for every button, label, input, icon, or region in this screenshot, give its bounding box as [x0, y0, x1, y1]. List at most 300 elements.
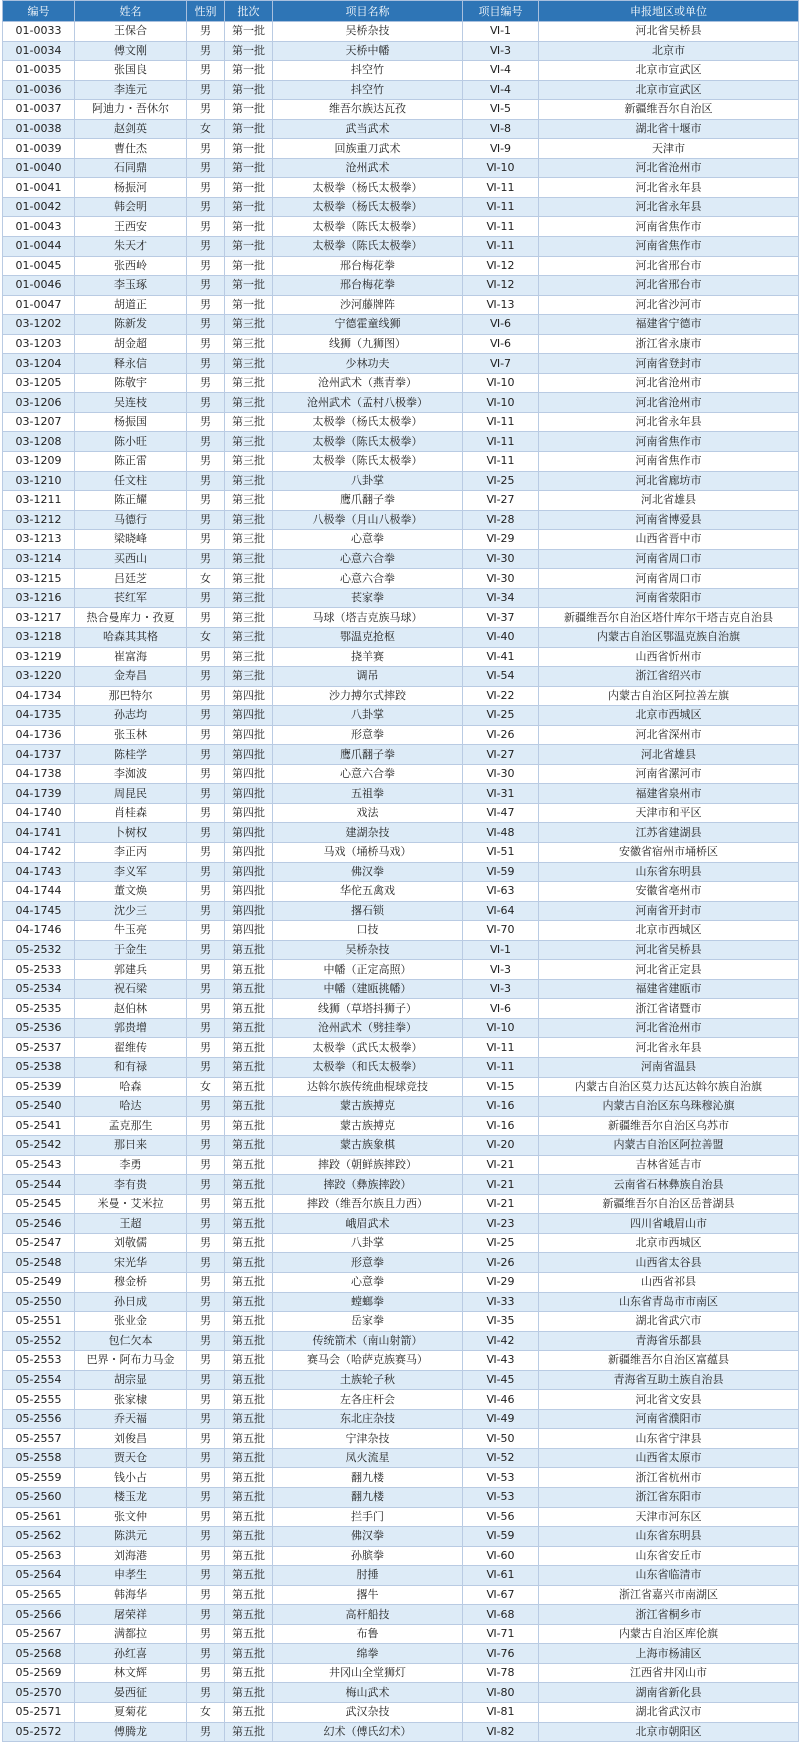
cell-project-name: 佛汉拳 [273, 1527, 463, 1547]
table-row [3, 999, 799, 1019]
cell-gender: 男 [187, 256, 225, 276]
cell-project-code: Ⅵ-63 [463, 882, 539, 902]
cell-gender: 男 [187, 158, 225, 178]
cell-id: 04-1741 [3, 823, 75, 843]
cell-region: 河北省沧州市 [539, 1018, 799, 1038]
cell-region: 山西省晋中市 [539, 530, 799, 550]
cell-gender: 男 [187, 432, 225, 452]
cell-id: 01-0042 [3, 197, 75, 217]
cell-region: 内蒙古自治区阿拉善盟 [539, 1136, 799, 1156]
cell-region: 河南省漯河市 [539, 764, 799, 784]
cell-project-code: Ⅵ-41 [463, 647, 539, 667]
cell-batch: 第五批 [225, 1370, 273, 1390]
cell-project-code: Ⅵ-59 [463, 1527, 539, 1547]
table-row [3, 647, 799, 667]
cell-region: 河北省永年县 [539, 1038, 799, 1058]
cell-gender: 男 [187, 862, 225, 882]
cell-name: 吕廷芝 [75, 569, 187, 589]
table-row [3, 1155, 799, 1175]
table-row [3, 1722, 799, 1742]
cell-region: 北京市西城区 [539, 1233, 799, 1253]
cell-project-name: 传统箭术（南山射箭） [273, 1331, 463, 1351]
cell-project-code: Ⅵ-11 [463, 178, 539, 198]
cell-id: 03-1219 [3, 647, 75, 667]
cell-id: 04-1734 [3, 686, 75, 706]
table-row [3, 1409, 799, 1429]
cell-id: 01-0044 [3, 237, 75, 257]
cell-project-code: Ⅵ-7 [463, 354, 539, 374]
cell-batch: 第四批 [225, 764, 273, 784]
cell-project-code: Ⅵ-6 [463, 315, 539, 335]
cell-name: 张业金 [75, 1312, 187, 1332]
cell-project-name: 宁德霍童线狮 [273, 315, 463, 335]
cell-batch: 第五批 [225, 1116, 273, 1136]
cell-batch: 第五批 [225, 1214, 273, 1234]
cell-id: 01-0036 [3, 80, 75, 100]
cell-id: 04-1742 [3, 842, 75, 862]
cell-name: 赵伯林 [75, 999, 187, 1019]
cell-batch: 第三批 [225, 432, 273, 452]
cell-project-name: 摔跤（维吾尔族且力西） [273, 1194, 463, 1214]
cell-name: 张文仲 [75, 1507, 187, 1527]
cell-gender: 男 [187, 80, 225, 100]
cell-id: 01-0045 [3, 256, 75, 276]
cell-region: 新疆维吾尔自治区岳普湖县 [539, 1194, 799, 1214]
cell-gender: 男 [187, 1214, 225, 1234]
table-row [3, 256, 799, 276]
cell-batch: 第五批 [225, 940, 273, 960]
cell-project-name: 岳家拳 [273, 1312, 463, 1332]
cell-name: 李有贵 [75, 1175, 187, 1195]
cell-project-name: 戏法 [273, 803, 463, 823]
cell-region: 新疆维吾尔自治区富蕴县 [539, 1351, 799, 1371]
cell-project-code: Ⅵ-20 [463, 1136, 539, 1156]
cell-region: 河南省周口市 [539, 569, 799, 589]
cell-id: 03-1218 [3, 627, 75, 647]
cell-project-code: Ⅵ-80 [463, 1683, 539, 1703]
table-row [3, 1057, 799, 1077]
cell-project-name: 五祖拳 [273, 784, 463, 804]
cell-project-name: 沧州武术（孟村八极拳） [273, 393, 463, 413]
cell-name: 傅文刚 [75, 41, 187, 61]
cell-name: 李连元 [75, 80, 187, 100]
cell-batch: 第四批 [225, 745, 273, 765]
table-row [3, 1683, 799, 1703]
cell-project-name: 撂石锁 [273, 901, 463, 921]
cell-region: 山东省东明县 [539, 862, 799, 882]
cell-id: 05-2554 [3, 1370, 75, 1390]
cell-project-name: 蒙古族搏克 [273, 1097, 463, 1117]
cell-gender: 男 [187, 686, 225, 706]
cell-project-code: Ⅵ-70 [463, 921, 539, 941]
cell-region: 河北省雄县 [539, 745, 799, 765]
cell-name: 屠荣祥 [75, 1605, 187, 1625]
table-row [3, 41, 799, 61]
cell-gender: 男 [187, 1409, 225, 1429]
cell-batch: 第五批 [225, 960, 273, 980]
cell-batch: 第五批 [225, 1136, 273, 1156]
cell-project-code: Ⅵ-27 [463, 745, 539, 765]
cell-project-code: Ⅵ-11 [463, 452, 539, 472]
table-row [3, 197, 799, 217]
cell-gender: 男 [187, 1273, 225, 1293]
cell-name: 李洳波 [75, 764, 187, 784]
cell-project-name: 八卦掌 [273, 471, 463, 491]
cell-name: 林文辉 [75, 1663, 187, 1683]
cell-name: 陈正雷 [75, 452, 187, 472]
cell-gender: 男 [187, 61, 225, 81]
cell-batch: 第四批 [225, 921, 273, 941]
cell-project-name: 宁津杂技 [273, 1429, 463, 1449]
cell-region: 河北省吴桥县 [539, 22, 799, 42]
cell-project-name: 绵拳 [273, 1644, 463, 1664]
table-row [3, 1429, 799, 1449]
cell-batch: 第四批 [225, 784, 273, 804]
cell-project-name: 武汉杂技 [273, 1703, 463, 1723]
cell-id: 01-0034 [3, 41, 75, 61]
table-row [3, 960, 799, 980]
cell-project-code: Ⅵ-10 [463, 393, 539, 413]
cell-gender: 男 [187, 1507, 225, 1527]
cell-batch: 第五批 [225, 1155, 273, 1175]
cell-gender: 男 [187, 295, 225, 315]
cell-id: 01-0040 [3, 158, 75, 178]
cell-id: 05-2535 [3, 999, 75, 1019]
cell-gender: 男 [187, 139, 225, 159]
cell-project-name: 东北庄杂技 [273, 1409, 463, 1429]
cell-gender: 男 [187, 197, 225, 217]
cell-gender: 男 [187, 1057, 225, 1077]
table-row [3, 1214, 799, 1234]
cell-region: 安徽省宿州市埇桥区 [539, 842, 799, 862]
cell-name: 孙日成 [75, 1292, 187, 1312]
cell-batch: 第三批 [225, 412, 273, 432]
table-row [3, 471, 799, 491]
cell-gender: 男 [187, 549, 225, 569]
cell-region: 福建省宁德市 [539, 315, 799, 335]
cell-id: 05-2567 [3, 1624, 75, 1644]
table-row [3, 901, 799, 921]
cell-project-code: Ⅵ-11 [463, 217, 539, 237]
cell-batch: 第三批 [225, 569, 273, 589]
cell-name: 胡金超 [75, 334, 187, 354]
cell-project-name: 心意六合拳 [273, 764, 463, 784]
cell-gender: 男 [187, 608, 225, 628]
table-row [3, 373, 799, 393]
cell-project-name: 线狮（九狮图） [273, 334, 463, 354]
cell-region: 河北省邢台市 [539, 256, 799, 276]
cell-project-code: Ⅵ-3 [463, 979, 539, 999]
cell-batch: 第五批 [225, 1429, 273, 1449]
cell-region: 河北省深州市 [539, 725, 799, 745]
cell-region: 新疆维吾尔自治区 [539, 100, 799, 120]
cell-name: 任文柱 [75, 471, 187, 491]
cell-batch: 第一批 [225, 139, 273, 159]
cell-project-name: 太极拳（杨氏太极拳） [273, 412, 463, 432]
cell-region: 内蒙古自治区东乌珠穆沁旗 [539, 1097, 799, 1117]
cell-batch: 第三批 [225, 608, 273, 628]
cell-gender: 男 [187, 1097, 225, 1117]
table-row [3, 1448, 799, 1468]
cell-project-code: Ⅵ-68 [463, 1605, 539, 1625]
cell-name: 乔天福 [75, 1409, 187, 1429]
table-row [3, 1018, 799, 1038]
cell-batch: 第五批 [225, 1018, 273, 1038]
cell-name: 陈小旺 [75, 432, 187, 452]
table-row [3, 22, 799, 42]
cell-region: 河北省文安县 [539, 1390, 799, 1410]
cell-region: 河北省沧州市 [539, 158, 799, 178]
header-region: 申报地区或单位 [539, 1, 799, 22]
table-row [3, 627, 799, 647]
cell-project-name: 太极拳（和氏太极拳） [273, 1057, 463, 1077]
table-row [3, 764, 799, 784]
cell-project-code: Ⅵ-16 [463, 1116, 539, 1136]
cell-region: 河北省雄县 [539, 491, 799, 511]
cell-batch: 第三批 [225, 588, 273, 608]
cell-region: 新疆维吾尔自治区塔什库尔干塔吉克自治县 [539, 608, 799, 628]
cell-batch: 第五批 [225, 1663, 273, 1683]
cell-batch: 第一批 [225, 61, 273, 81]
cell-gender: 男 [187, 354, 225, 374]
table-row [3, 608, 799, 628]
cell-id: 04-1737 [3, 745, 75, 765]
cell-region: 湖北省武穴市 [539, 1312, 799, 1332]
header-row [3, 1, 799, 22]
cell-project-code: Ⅵ-22 [463, 686, 539, 706]
table-row [3, 1605, 799, 1625]
cell-gender: 男 [187, 334, 225, 354]
cell-gender: 男 [187, 803, 225, 823]
cell-gender: 男 [187, 960, 225, 980]
cell-id: 05-2539 [3, 1077, 75, 1097]
cell-gender: 男 [187, 1663, 225, 1683]
cell-id: 05-2557 [3, 1429, 75, 1449]
header-name: 姓名 [75, 1, 187, 22]
cell-batch: 第三批 [225, 510, 273, 530]
cell-region: 福建省泉州市 [539, 784, 799, 804]
cell-id: 03-1213 [3, 530, 75, 550]
cell-name: 刘俊昌 [75, 1429, 187, 1449]
table-row [3, 667, 799, 687]
cell-id: 04-1736 [3, 725, 75, 745]
cell-name: 沈少三 [75, 901, 187, 921]
cell-id: 05-2559 [3, 1468, 75, 1488]
table-row [3, 862, 799, 882]
cell-region: 浙江省嘉兴市南湖区 [539, 1585, 799, 1605]
cell-project-name: 抖空竹 [273, 80, 463, 100]
cell-project-name: 布鲁 [273, 1624, 463, 1644]
cell-id: 05-2553 [3, 1351, 75, 1371]
table-row [3, 1233, 799, 1253]
cell-region: 河北省永年县 [539, 178, 799, 198]
cell-region: 河北省永年县 [539, 412, 799, 432]
cell-project-code: Ⅵ-37 [463, 608, 539, 628]
cell-gender: 男 [187, 276, 225, 296]
cell-id: 03-1208 [3, 432, 75, 452]
cell-project-name: 线狮（草塔抖狮子） [273, 999, 463, 1019]
cell-name: 李义军 [75, 862, 187, 882]
cell-id: 04-1743 [3, 862, 75, 882]
cell-batch: 第三批 [225, 549, 273, 569]
table-row [3, 354, 799, 374]
table-row [3, 1253, 799, 1273]
cell-region: 山西省太原市 [539, 1448, 799, 1468]
cell-gender: 男 [187, 999, 225, 1019]
cell-gender: 男 [187, 940, 225, 960]
table-row [3, 588, 799, 608]
cell-project-code: Ⅵ-52 [463, 1448, 539, 1468]
cell-region: 山东省宁津县 [539, 1429, 799, 1449]
cell-project-code: Ⅵ-42 [463, 1331, 539, 1351]
cell-batch: 第四批 [225, 725, 273, 745]
cell-batch: 第一批 [225, 237, 273, 257]
cell-region: 四川省峨眉山市 [539, 1214, 799, 1234]
table-row [3, 530, 799, 550]
cell-project-name: 撂牛 [273, 1585, 463, 1605]
cell-batch: 第五批 [225, 1527, 273, 1547]
cell-project-code: Ⅵ-64 [463, 901, 539, 921]
cell-gender: 男 [187, 1292, 225, 1312]
cell-batch: 第五批 [225, 1409, 273, 1429]
cell-region: 吉林省延吉市 [539, 1155, 799, 1175]
cell-project-code: Ⅵ-23 [463, 1214, 539, 1234]
cell-name: 陈新发 [75, 315, 187, 335]
cell-name: 刘海港 [75, 1546, 187, 1566]
cell-gender: 男 [187, 901, 225, 921]
cell-id: 05-2572 [3, 1722, 75, 1742]
cell-batch: 第五批 [225, 1175, 273, 1195]
cell-gender: 男 [187, 1136, 225, 1156]
cell-project-code: Ⅵ-82 [463, 1722, 539, 1742]
cell-id: 03-1212 [3, 510, 75, 530]
cell-batch: 第三批 [225, 393, 273, 413]
table-row [3, 1136, 799, 1156]
cell-id: 05-2536 [3, 1018, 75, 1038]
cell-gender: 女 [187, 627, 225, 647]
cell-project-name: 形意拳 [273, 1253, 463, 1273]
cell-project-name: 中幡（建瓯挑幡） [273, 979, 463, 999]
cell-project-code: Ⅵ-48 [463, 823, 539, 843]
cell-id: 04-1739 [3, 784, 75, 804]
cell-batch: 第五批 [225, 1448, 273, 1468]
cell-gender: 男 [187, 1448, 225, 1468]
cell-name: 李正丙 [75, 842, 187, 862]
cell-project-code: Ⅵ-11 [463, 237, 539, 257]
table-row [3, 921, 799, 941]
cell-name: 赵剑英 [75, 119, 187, 139]
cell-id: 03-1202 [3, 315, 75, 335]
cell-id: 01-0033 [3, 22, 75, 42]
cell-project-name: 高杆船技 [273, 1605, 463, 1625]
cell-project-code: Ⅵ-3 [463, 41, 539, 61]
cell-project-name: 八卦掌 [273, 1233, 463, 1253]
cell-name: 申孝生 [75, 1566, 187, 1586]
table-row [3, 178, 799, 198]
cell-name: 石同鼎 [75, 158, 187, 178]
cell-id: 03-1215 [3, 569, 75, 589]
table-row [3, 979, 799, 999]
cell-project-code: Ⅵ-49 [463, 1409, 539, 1429]
table-row [3, 842, 799, 862]
cell-id: 03-1205 [3, 373, 75, 393]
cell-project-name: 蒙古族象棋 [273, 1136, 463, 1156]
cell-name: 那巴特尔 [75, 686, 187, 706]
cell-project-code: Ⅵ-11 [463, 412, 539, 432]
cell-name: 宋光华 [75, 1253, 187, 1273]
cell-name: 傅腾龙 [75, 1722, 187, 1742]
cell-project-code: Ⅵ-16 [463, 1097, 539, 1117]
cell-batch: 第五批 [225, 1624, 273, 1644]
cell-gender: 男 [187, 510, 225, 530]
table-row [3, 1194, 799, 1214]
cell-batch: 第五批 [225, 1057, 273, 1077]
cell-id: 05-2545 [3, 1194, 75, 1214]
cell-project-name: 沧州武术（劈挂拳） [273, 1018, 463, 1038]
cell-gender: 男 [187, 1331, 225, 1351]
cell-name: 满都拉 [75, 1624, 187, 1644]
cell-name: 朱天才 [75, 237, 187, 257]
cell-name: 阿迪力・吾休尔 [75, 100, 187, 120]
cell-id: 05-2571 [3, 1703, 75, 1723]
cell-gender: 男 [187, 22, 225, 42]
cell-project-name: 摔跤（彝族摔跤） [273, 1175, 463, 1195]
cell-region: 内蒙古自治区阿拉善左旗 [539, 686, 799, 706]
cell-project-code: Ⅵ-4 [463, 80, 539, 100]
cell-project-name: 回族重刀武术 [273, 139, 463, 159]
cell-project-name: 挠羊赛 [273, 647, 463, 667]
cell-project-name: 沧州武术（燕青拳） [273, 373, 463, 393]
cell-id: 05-2568 [3, 1644, 75, 1664]
cell-gender: 男 [187, 1624, 225, 1644]
cell-project-code: Ⅵ-1 [463, 22, 539, 42]
cell-id: 05-2563 [3, 1546, 75, 1566]
cell-project-code: Ⅵ-30 [463, 569, 539, 589]
cell-gender: 男 [187, 315, 225, 335]
cell-gender: 男 [187, 1468, 225, 1488]
cell-id: 03-1220 [3, 667, 75, 687]
table-row [3, 1312, 799, 1332]
cell-batch: 第四批 [225, 882, 273, 902]
cell-batch: 第五批 [225, 999, 273, 1019]
cell-id: 01-0039 [3, 139, 75, 159]
cell-region: 浙江省诸暨市 [539, 999, 799, 1019]
cell-id: 03-1207 [3, 412, 75, 432]
table-row [3, 80, 799, 100]
cell-batch: 第四批 [225, 686, 273, 706]
table-row [3, 803, 799, 823]
cell-gender: 男 [187, 725, 225, 745]
cell-project-code: Ⅵ-27 [463, 491, 539, 511]
cell-name: 陈桂学 [75, 745, 187, 765]
cell-gender: 男 [187, 1038, 225, 1058]
cell-gender: 女 [187, 1077, 225, 1097]
cell-gender: 男 [187, 745, 225, 765]
cell-project-name: 太极拳（武氏太极拳） [273, 1038, 463, 1058]
cell-name: 哈森其其格 [75, 627, 187, 647]
cell-name: 韩会明 [75, 197, 187, 217]
cell-id: 01-0035 [3, 61, 75, 81]
cell-id: 05-2570 [3, 1683, 75, 1703]
cell-id: 05-2565 [3, 1585, 75, 1605]
cell-batch: 第三批 [225, 647, 273, 667]
cell-project-code: Ⅵ-12 [463, 276, 539, 296]
cell-name: 苌红军 [75, 588, 187, 608]
cell-project-name: 沙力搏尔式摔跤 [273, 686, 463, 706]
cell-project-name: 心意拳 [273, 1273, 463, 1293]
table-row [3, 1390, 799, 1410]
cell-gender: 男 [187, 217, 225, 237]
